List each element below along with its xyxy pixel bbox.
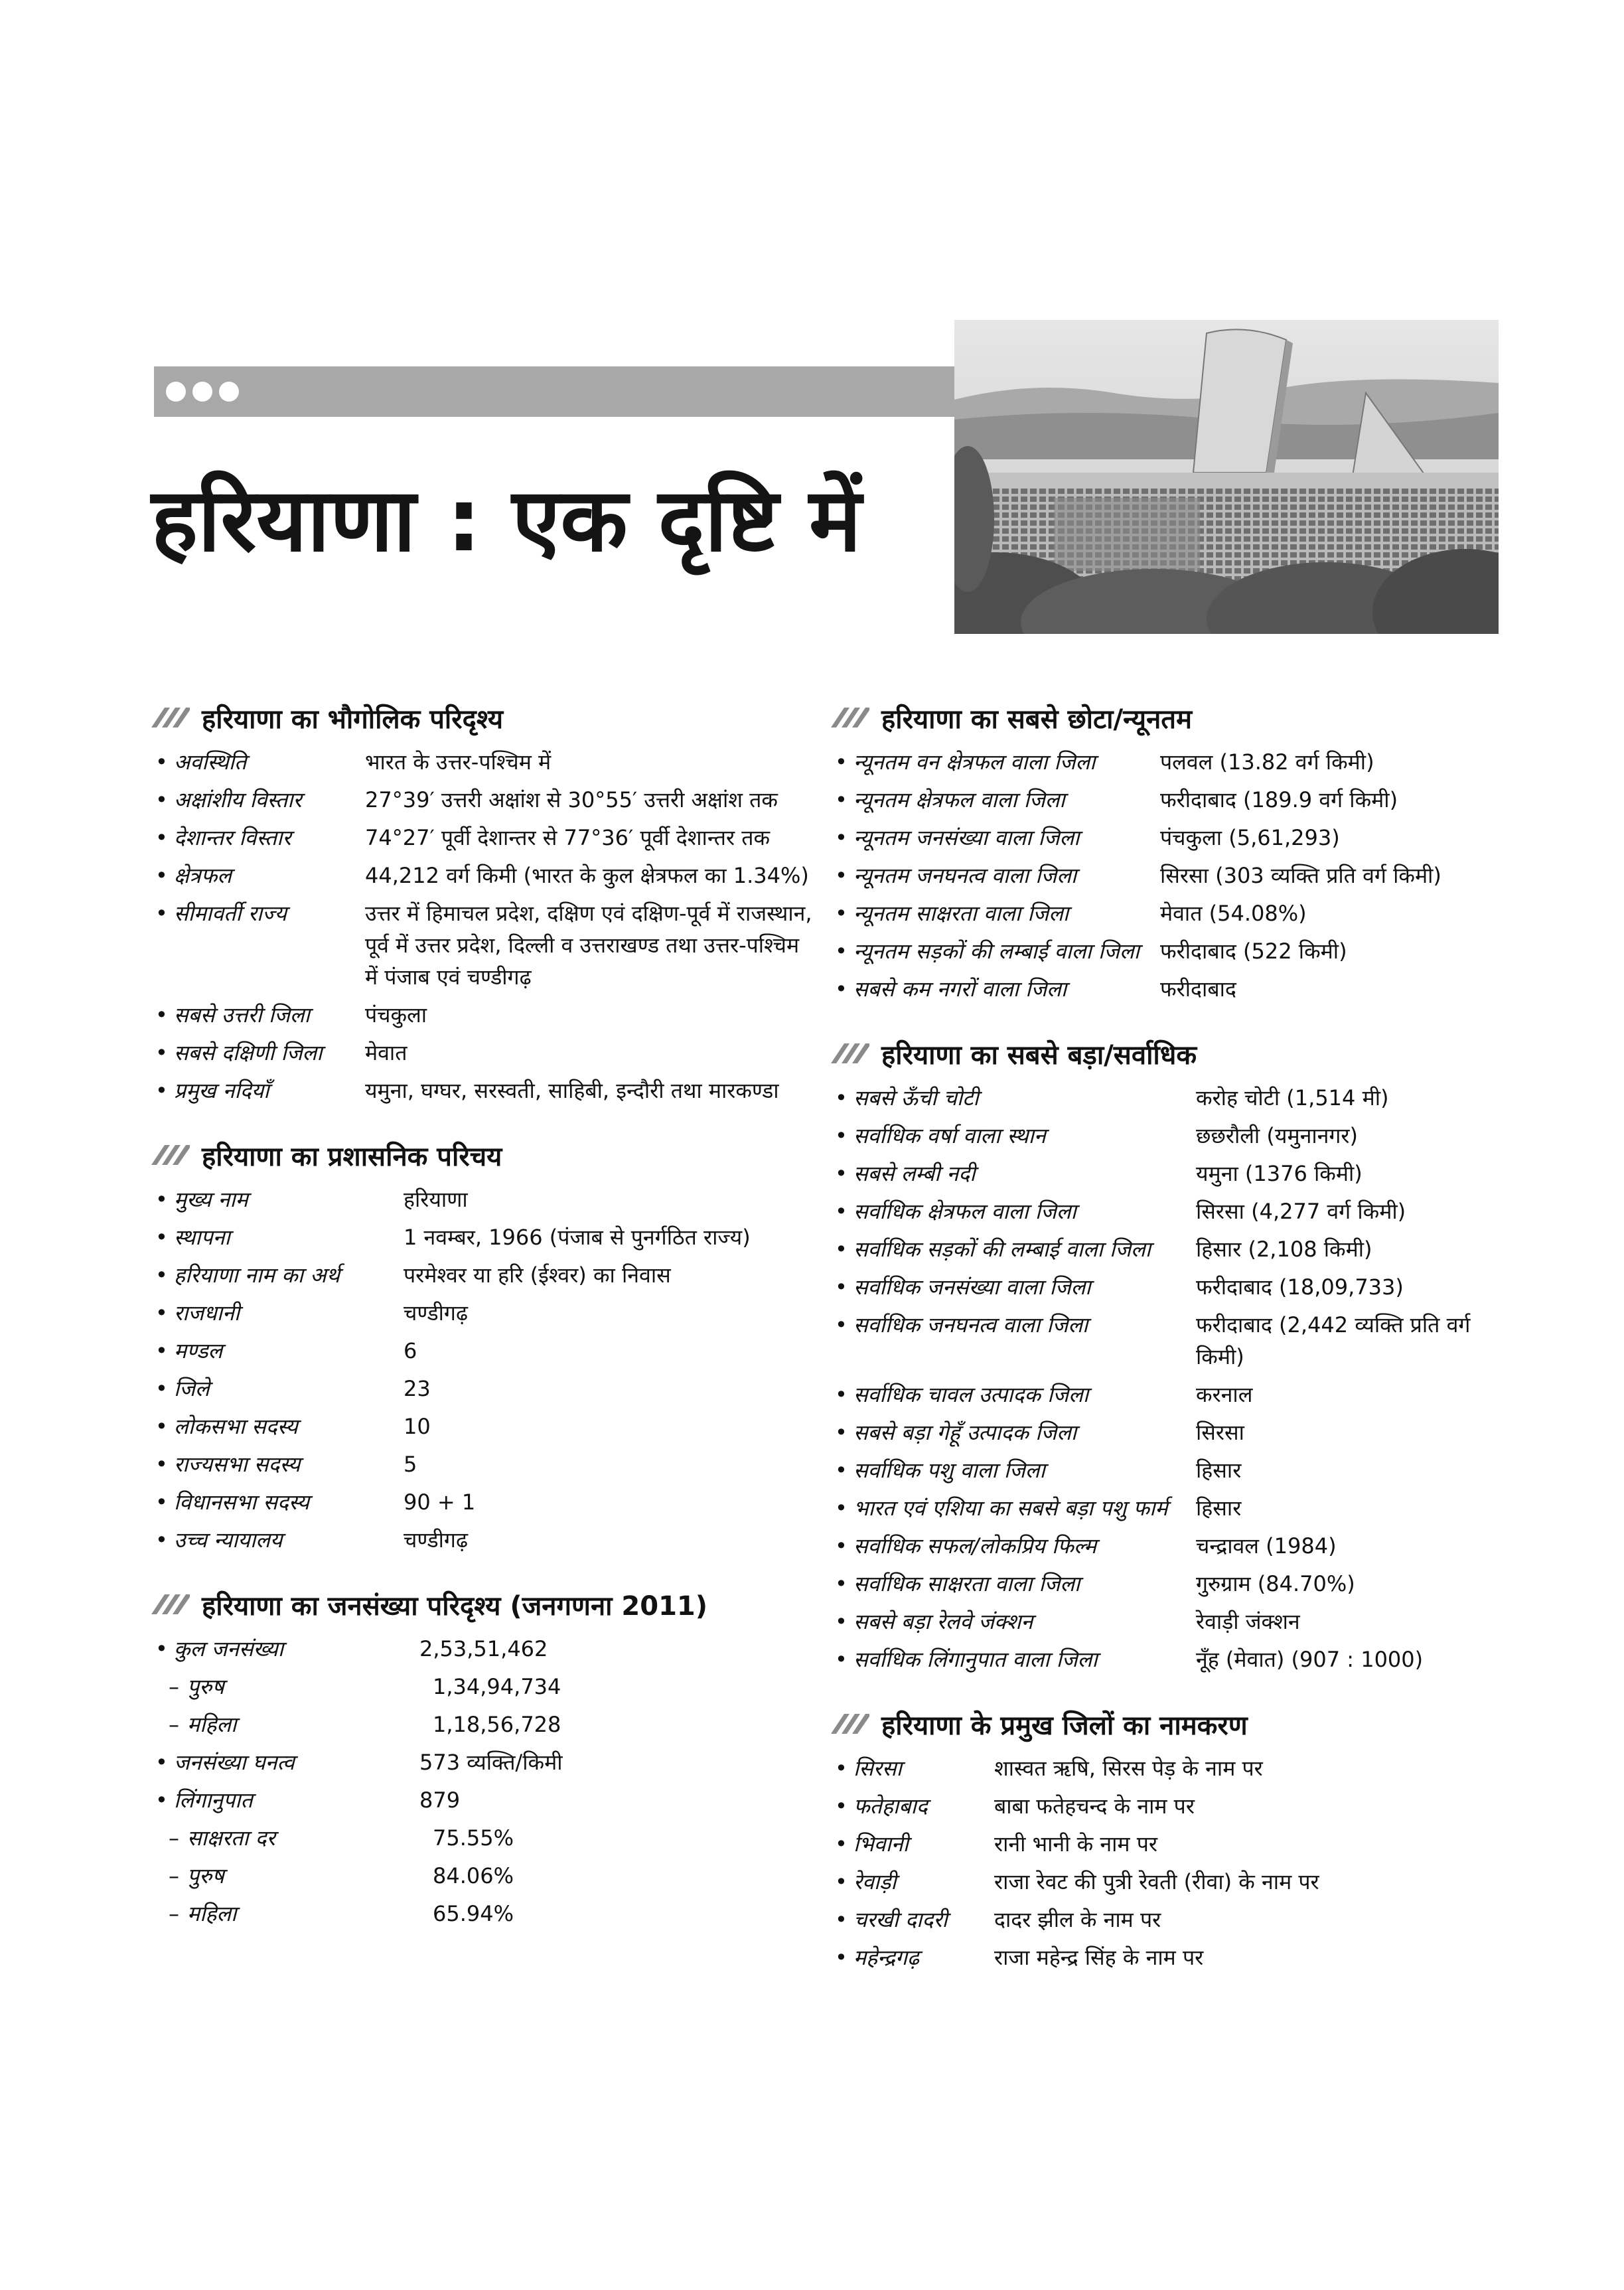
- list-item: • न्यूनतम क्षेत्रफल वाला जिला फरीदाबाद (189.9 वर्ग किमी): [835, 787, 1398, 812]
- list-item: • स्थापना 1 नवम्बर, 1966 (पंजाब से पुनर्गठित राज्य): [155, 1225, 751, 1250]
- list-item: • सर्वाधिक वर्षा वाला स्थान छछरौली (यमुनानगर): [835, 1123, 1358, 1148]
- list-item: • सबसे ऊँची चोटी करोह चोटी (1,514 मी): [835, 1085, 1389, 1110]
- list-item: • अवस्थिति भारत के उत्तर-पश्चिम में: [155, 749, 552, 775]
- list-item: • अक्षांशीय विस्तार 27°39′ उत्तरी अक्षांश से 30°55′ उत्तरी अक्षांश तक: [155, 787, 778, 812]
- section-stripes-icon: [150, 708, 190, 727]
- list-item: • भारत एवं एशिया का सबसे बड़ा पशु फार्म हिसार: [835, 1495, 1242, 1521]
- section-title: हरियाणा का भौगोलिक परिदृश्य: [202, 704, 504, 735]
- section-header: [150, 1582, 814, 1626]
- list-item: • जनसंख्या घनत्व 573 व्यक्ति/किमी: [155, 1750, 563, 1775]
- section-administrative: [150, 1133, 814, 1556]
- list-item: • फतेहाबाद बाबा फतेहचन्द के नाम पर: [835, 1794, 1195, 1819]
- list-item: • न्यूनतम वन क्षेत्रफल वाला जिला पलवल (13.82 वर्ग किमी): [835, 749, 1374, 775]
- list-item: • उच्च न्यायालय चण्डीगढ़: [155, 1527, 468, 1553]
- list-item: – महिला 1,18,56,728: [169, 1712, 561, 1737]
- page-title: हरियाणा : एक दृष्टि में: [151, 469, 861, 572]
- building-illustration: [954, 320, 1499, 634]
- section-geographic: [150, 696, 814, 1107]
- list-item: • कुल जनसंख्या 2,53,51,462: [155, 1636, 548, 1661]
- section-header: [830, 696, 1493, 739]
- list-item: • सीमावर्ती राज्य उत्तर में हिमाचल प्रदेश, दक्षिण एवं दक्षिण-पूर्व में राजस्थान, पूर्व में उत्तर प्रदेश, दिल्ली व उत्तराखण्ड तथा उत्तर-पश्चिम में पंजाब एवं चण्डीगढ़: [155, 901, 812, 990]
- list-item: – पुरुष 84.06%: [169, 1863, 514, 1888]
- section-stripes-icon: [830, 1043, 869, 1063]
- list-item: • न्यूनतम जनसंख्या वाला जिला पंचकुला (5,61,293): [835, 825, 1340, 850]
- list-item: • विधानसभा सदस्य 90 + 1: [155, 1489, 476, 1515]
- list-item: – महिला 65.94%: [169, 1901, 514, 1926]
- list-item: • राज्यसभा सदस्य 5: [155, 1452, 417, 1477]
- section-stripes-icon: [830, 1714, 869, 1734]
- section-header: [830, 1031, 1493, 1075]
- list-item: • सबसे उत्तरी जिला पंचकुला: [155, 1002, 427, 1028]
- section-stripes-icon: [830, 708, 869, 727]
- list-item: • प्रमुख नदियाँ यमुना, घग्घर, सरस्वती, साहिबी, इन्दौरी तथा मारकण्डा: [155, 1078, 779, 1103]
- list-item: • मुख्य नाम हरियाणा: [155, 1187, 468, 1212]
- list-item: • मण्डल 6: [155, 1338, 417, 1363]
- list-item: • सबसे बड़ा रेलवे जंक्शन रेवाड़ी जंक्शन: [835, 1609, 1300, 1634]
- section-header: [830, 1702, 1493, 1746]
- section-title: हरियाणा का सबसे बड़ा/सर्वाधिक: [881, 1039, 1197, 1071]
- list-item: • रेवाड़ी राजा रेवट की पुत्री रेवती (रीवा) के नाम पर: [835, 1869, 1319, 1894]
- list-item: • लिंगानुपात 879: [155, 1788, 461, 1813]
- list-item: – साक्षरता दर 75.55%: [169, 1825, 514, 1851]
- list-item: • सर्वाधिक पशु वाला जिला हिसार: [835, 1458, 1242, 1483]
- list-item: • न्यूनतम साक्षरता वाला जिला मेवात (54.08%): [835, 901, 1307, 926]
- list-item: • सबसे कम नगरों वाला जिला फरीदाबाद: [835, 976, 1236, 1002]
- list-item: • चरखी दादरी दादर झील के नाम पर: [835, 1907, 1161, 1932]
- list-item: • सर्वाधिक साक्षरता वाला जिला गुरुग्राम (84.70%): [835, 1571, 1355, 1596]
- list-item: – पुरुष 1,34,94,734: [169, 1674, 561, 1699]
- section-minimum: [830, 696, 1493, 1005]
- section-title: हरियाणा का जनसंख्या परिदृश्य (जनगणना 2011): [202, 1590, 708, 1622]
- list-item: • सिरसा शास्वत ऋषि, सिरस पेड़ के नाम पर: [835, 1756, 1263, 1781]
- list-item: • जिले 23: [155, 1376, 431, 1401]
- list-item: • न्यूनतम सड़कों की लम्बाई वाला जिला फरीदाबाद (522 किमी): [835, 939, 1347, 964]
- section-title: हरियाणा का सबसे छोटा/न्यूनतम: [881, 704, 1193, 735]
- section-maximum: [830, 1031, 1493, 1675]
- list-item: • सबसे दक्षिणी जिला मेवात: [155, 1040, 407, 1065]
- list-item: • देशान्तर विस्तार 74°27′ पूर्वी देशान्तर से 77°36′ पूर्वी देशान्तर तक: [155, 825, 771, 850]
- list-item: • लोकसभा सदस्य 10: [155, 1414, 431, 1439]
- header-photo: [954, 320, 1499, 634]
- section-header: [150, 696, 814, 739]
- section-naming: [830, 1702, 1493, 1973]
- list-item: • सर्वाधिक सड़कों की लम्बाई वाला जिला हिसार (2,108 किमी): [835, 1237, 1372, 1262]
- list-item: • भिवानी रानी भानी के नाम पर: [835, 1831, 1157, 1857]
- section-stripes-icon: [150, 1145, 190, 1165]
- list-item: • सर्वाधिक जनसंख्या वाला जिला फरीदाबाद (18,09,733): [835, 1274, 1404, 1300]
- header-dot: [166, 382, 186, 402]
- list-item: • राजधानी चण्डीगढ़: [155, 1300, 468, 1326]
- list-item: • सबसे लम्बी नदी यमुना (1376 किमी): [835, 1161, 1363, 1186]
- list-item: • महेन्द्रगढ़ राजा महेन्द्र सिंह के नाम पर: [835, 1945, 1204, 1970]
- list-item: • सर्वाधिक जनघनत्व वाला जिला फरीदाबाद (2,442 व्यक्ति प्रति वर्ग किमी): [835, 1312, 1471, 1369]
- section-title: हरियाणा का प्रशासनिक परिचय: [202, 1141, 502, 1172]
- section-header: [150, 1133, 814, 1177]
- list-item: • सर्वाधिक सफल/लोकप्रिय फिल्म चन्द्रावल (1984): [835, 1533, 1337, 1559]
- section-title: हरियाणा के प्रमुख जिलों का नामकरण: [881, 1710, 1248, 1741]
- list-item: • क्षेत्रफल 44,212 वर्ग किमी (भारत के कुल क्षेत्रफल का 1.34%): [155, 863, 809, 888]
- header-band: [154, 366, 977, 417]
- right-column: [830, 696, 1493, 2000]
- section-population: [150, 1582, 814, 1930]
- header-dot: [192, 382, 212, 402]
- list-item: • सर्वाधिक चावल उत्पादक जिला करनाल: [835, 1382, 1253, 1407]
- list-item: • सर्वाधिक क्षेत्रफल वाला जिला सिरसा (4,277 वर्ग किमी): [835, 1199, 1406, 1224]
- list-item: • सबसे बड़ा गेहूँ उत्पादक जिला सिरसा: [835, 1420, 1244, 1445]
- list-item: • सर्वाधिक लिंगानुपात वाला जिला नूँह (मेवात) (907 : 1000): [835, 1647, 1424, 1672]
- header-dot: [219, 382, 239, 402]
- left-column: [150, 696, 814, 1956]
- list-item: • हरियाणा नाम का अर्थ परमेश्वर या हरि (ईश्वर) का निवास: [155, 1262, 671, 1288]
- section-stripes-icon: [150, 1594, 190, 1614]
- list-item: • न्यूनतम जनघनत्व वाला जिला सिरसा (303 व्यक्ति प्रति वर्ग किमी): [835, 863, 1441, 888]
